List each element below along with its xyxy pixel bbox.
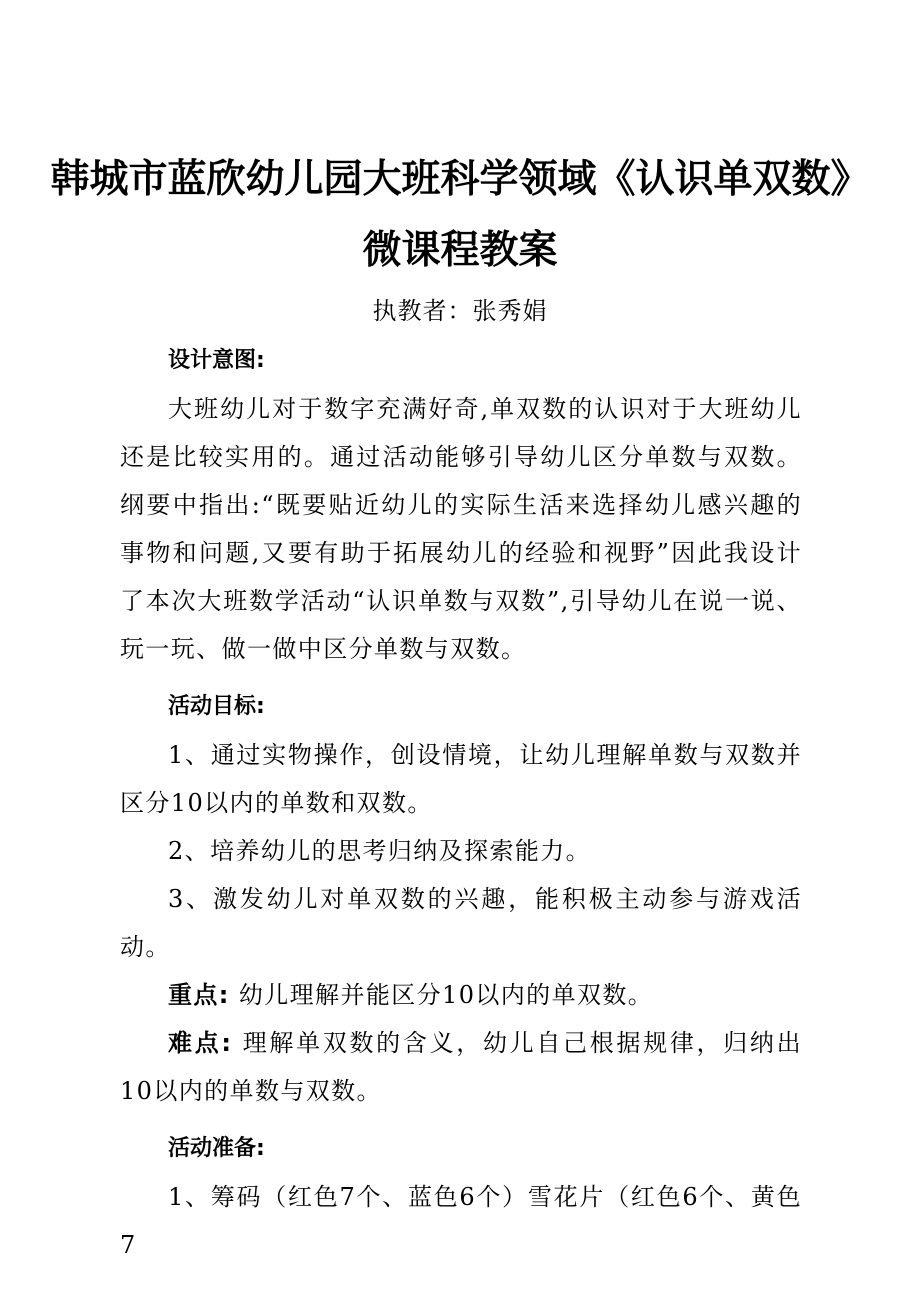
goal-item-2: 2、培养幼儿的思考归纳及探索能力。 (168, 837, 592, 865)
difficulty-label: 难点: (168, 1029, 233, 1057)
difficulty-text: 理解单双数的含义，幼儿自己根据规律，归纳出10以内的单数与双数。 (120, 1029, 802, 1105)
goal-item-3: 3、激发幼儿对单双数的兴趣，能积极主动参与游戏活动。 (120, 885, 802, 961)
document-title-line-1: 韩城市蓝欣幼儿园大班科学领域《认识单双数》 (50, 157, 870, 202)
key-point-text: 幼儿理解并能区分10以内的单双数。 (238, 981, 654, 1009)
goal-item-1: 1、通过实物操作，创设情境，让幼儿理解单数与双数并区分10以内的单数和双数。 (120, 741, 802, 817)
document-body (120, 337, 802, 1269)
activity-prep-heading: 活动准备: (168, 1136, 265, 1161)
activity-goals-heading: 活动目标: (168, 694, 265, 719)
design-intent-paragraph: 大班幼儿对于数字充满好奇,单双数的认识对于大班幼儿还是比较实用的。通过活动能够引导幼儿区分单数与双数。纲要中指出:“既要贴近幼儿的实际生活来选择幼儿感兴趣的事物和问题,又要有助于拓展幼儿的经验和视野”因此我设计了本次大班数学活动“认识单数与双数”,引导幼儿在说一说、玩一玩、做一做中区分单数与双数。 (120, 395, 802, 663)
difficulty-paragraph (120, 1019, 802, 1115)
document-title-line-2: 微课程教案 (362, 228, 558, 273)
prep-item-1: 1、筹码（红色7个、蓝色6个）雪花片（红色6个、黄色7 (120, 1183, 802, 1259)
key-point-label: 重点: (168, 981, 230, 1009)
design-intent-heading: 设计意图: (168, 348, 265, 373)
key-point-paragraph (120, 971, 802, 1019)
author-line: 执教者：张秀娟 (372, 297, 548, 325)
